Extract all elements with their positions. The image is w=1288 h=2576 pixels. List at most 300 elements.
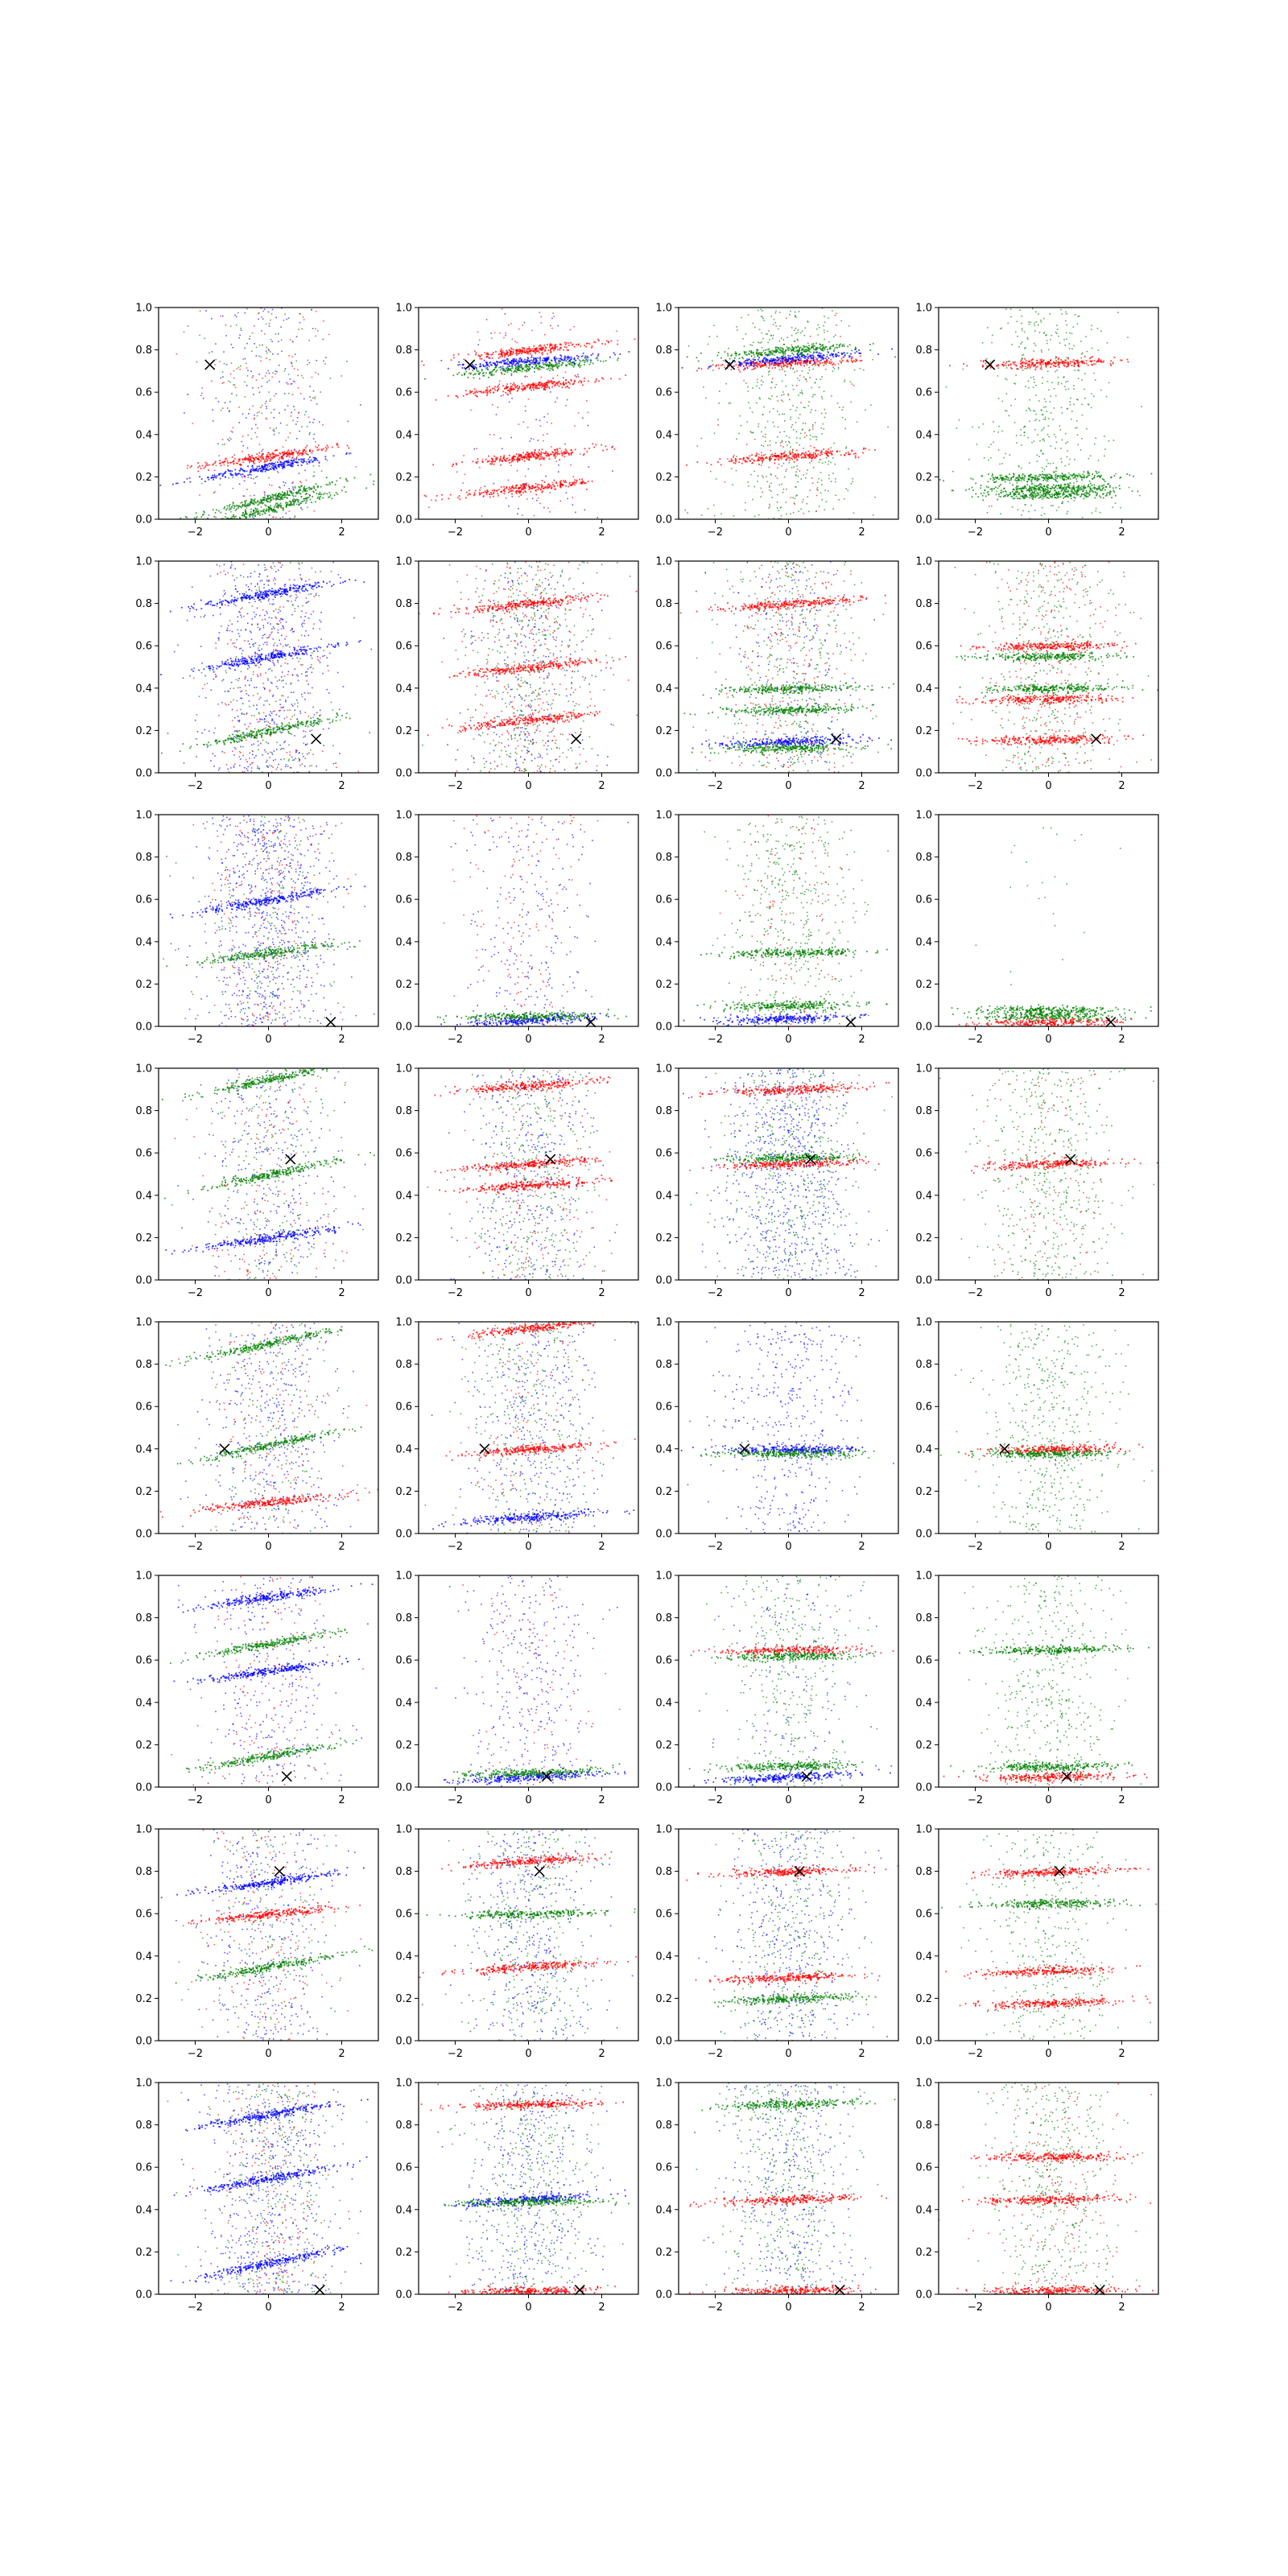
scatter-point <box>269 380 270 382</box>
scatter-point <box>309 386 311 387</box>
scatter-point <box>590 360 592 361</box>
scatter-point <box>748 402 749 403</box>
scatter-point <box>531 350 533 352</box>
scatter-point <box>544 481 546 483</box>
scatter-point <box>303 316 304 318</box>
scatter-point <box>842 417 844 419</box>
scatter-point <box>791 497 792 498</box>
y-tick-label: 0.0 <box>395 514 412 526</box>
scatter-point <box>494 332 496 333</box>
scatter-point <box>522 349 523 351</box>
scatter-point <box>554 385 555 386</box>
scatter-point <box>519 487 521 489</box>
scatter-point <box>299 473 300 474</box>
scatter-point <box>316 360 317 361</box>
scatter-point <box>500 464 502 466</box>
scatter-point <box>733 456 734 458</box>
scatter-point <box>277 497 279 499</box>
scatter-point <box>315 446 316 448</box>
scatter-point <box>468 494 469 496</box>
scatter-point <box>829 361 831 362</box>
scatter-point <box>250 456 251 458</box>
scatter-point <box>501 395 502 397</box>
scatter-point <box>231 470 233 472</box>
scatter-point <box>522 492 524 493</box>
scatter-point <box>185 516 187 518</box>
scatter-point <box>257 509 258 510</box>
scatter-point <box>250 498 252 500</box>
scatter-point <box>229 411 230 412</box>
scatter-point <box>526 454 528 456</box>
scatter-point <box>264 497 266 498</box>
scatter-point <box>551 488 552 489</box>
scatter-point <box>509 486 510 488</box>
scatter-point <box>768 372 770 374</box>
scatter-point <box>786 489 787 490</box>
scatter-point <box>188 394 189 395</box>
scatter-point <box>543 507 545 509</box>
scatter-point <box>215 517 217 518</box>
scatter-point <box>202 465 204 467</box>
scatter-point <box>239 473 241 474</box>
scatter-point <box>578 356 580 357</box>
scatter-point <box>240 328 242 329</box>
scatter-point <box>747 457 749 459</box>
scatter-point <box>574 363 576 365</box>
scatter-point <box>346 361 348 362</box>
scatter-point <box>473 374 474 376</box>
scatter-point <box>821 433 823 435</box>
scatter-point <box>819 361 820 362</box>
scatter-point <box>813 349 815 350</box>
scatter-point <box>564 453 565 455</box>
scatter-point <box>531 330 533 332</box>
scatter-point <box>287 497 288 499</box>
scatter-point <box>266 469 267 471</box>
scatter-point <box>319 421 320 423</box>
scatter-point <box>780 352 782 353</box>
scatter-point <box>790 514 791 515</box>
scatter-point <box>828 474 830 476</box>
scatter-point <box>242 414 244 415</box>
scatter-point <box>757 355 758 357</box>
scatter-point <box>812 426 814 427</box>
scatter-point <box>849 453 851 455</box>
scatter-point <box>785 357 786 359</box>
scatter-point <box>774 459 775 460</box>
scatter-point <box>769 504 770 506</box>
scatter-point <box>266 353 268 354</box>
scatter-point <box>526 376 528 378</box>
scatter-point <box>242 359 244 361</box>
scatter-point <box>269 373 270 374</box>
scatter-point <box>742 357 744 359</box>
scatter-point <box>570 329 572 331</box>
scatter-point <box>798 476 799 477</box>
scatter-point <box>304 415 306 416</box>
scatter-point <box>328 334 330 336</box>
scatter-point <box>566 451 568 452</box>
scatter-point <box>821 453 823 455</box>
scatter-point <box>573 383 575 385</box>
scatter-point <box>206 463 208 464</box>
scatter-point <box>795 453 796 455</box>
scatter-point <box>581 381 583 382</box>
scatter-point <box>588 357 589 359</box>
scatter-point <box>548 357 550 358</box>
scatter-point <box>528 398 530 400</box>
scatter-point <box>807 343 809 345</box>
scatter-point <box>532 348 534 349</box>
scatter-point <box>762 460 763 462</box>
scatter-point <box>804 328 806 329</box>
scatter-point <box>225 324 227 326</box>
scatter-point <box>474 448 476 450</box>
scatter-point <box>474 493 476 494</box>
scatter-point <box>827 331 828 332</box>
scatter-point <box>301 375 303 377</box>
scatter-point <box>770 358 772 360</box>
scatter-point <box>736 355 737 357</box>
scatter-point <box>305 502 307 504</box>
scatter-point <box>545 486 547 488</box>
scatter-point <box>717 419 719 421</box>
scatter-point <box>309 460 311 462</box>
scatter-point <box>250 509 252 510</box>
scatter-point <box>551 485 552 487</box>
scatter-point <box>270 454 271 456</box>
scatter-point <box>252 387 254 389</box>
scatter-point <box>569 357 571 358</box>
scatter-point <box>710 471 712 473</box>
scatter-point <box>580 365 582 366</box>
scatter-point <box>544 383 546 385</box>
scatter-point <box>830 451 832 452</box>
scatter-point <box>591 354 592 356</box>
scatter-point <box>800 365 802 366</box>
scatter-point <box>808 349 810 350</box>
scatter-point <box>715 365 716 367</box>
scatter-point <box>824 489 826 491</box>
scatter-point <box>282 498 283 500</box>
scatter-point <box>470 373 472 374</box>
scatter-point <box>586 357 588 359</box>
scatter-point <box>793 359 795 361</box>
scatter-point <box>520 456 522 458</box>
scatter-point <box>492 404 493 406</box>
scatter-point <box>765 434 766 436</box>
scatter-point <box>519 349 521 351</box>
scatter-point <box>262 502 264 504</box>
scatter-point <box>771 364 773 365</box>
scatter-point <box>277 506 279 508</box>
scatter-point <box>522 484 523 485</box>
scatter-point <box>545 451 547 452</box>
scatter-point <box>306 490 308 492</box>
scatter-point <box>253 457 254 459</box>
scatter-point <box>282 507 283 509</box>
scatter-point <box>506 352 508 353</box>
scatter-point <box>284 409 286 411</box>
scatter-point <box>761 341 762 343</box>
scatter-point <box>280 461 282 463</box>
scatter-point <box>505 371 506 373</box>
scatter-point <box>754 486 756 488</box>
scatter-point <box>300 503 302 505</box>
scatter-point <box>436 500 437 502</box>
scatter-point <box>800 362 802 364</box>
scatter-point <box>682 367 683 369</box>
scatter-point <box>503 337 505 339</box>
scatter-point <box>770 459 771 460</box>
scatter-point <box>326 484 328 485</box>
scatter-point <box>592 481 593 482</box>
scatter-point <box>585 482 587 484</box>
scatter-point <box>578 376 580 378</box>
scatter-point <box>759 361 761 362</box>
scatter-point <box>325 357 327 358</box>
scatter-point <box>456 395 457 397</box>
scatter-point <box>765 349 766 351</box>
scatter-point <box>303 378 304 379</box>
scatter-point <box>747 368 749 369</box>
scatter-point <box>295 451 297 452</box>
scatter-point <box>738 461 740 463</box>
scatter-point <box>831 361 832 363</box>
scatter-point <box>812 428 814 430</box>
scatter-point <box>280 423 282 424</box>
scatter-point <box>229 504 231 506</box>
scatter-point <box>287 494 288 496</box>
scatter-point <box>753 365 755 367</box>
scatter-point <box>325 447 327 448</box>
scatter-point <box>746 362 748 364</box>
scatter-point <box>727 353 729 354</box>
scatter-point <box>214 491 216 493</box>
scatter-point <box>315 459 316 460</box>
scatter-point <box>215 359 217 361</box>
scatter-point <box>515 368 517 369</box>
scatter-point <box>299 450 300 452</box>
scatter-point <box>828 460 830 462</box>
scatter-point <box>192 423 194 424</box>
scatter-point <box>838 355 840 357</box>
scatter-point <box>275 317 277 319</box>
scatter-point <box>461 461 463 463</box>
scatter-point <box>527 384 529 386</box>
scatter-point <box>803 513 805 514</box>
scatter-point <box>215 460 217 462</box>
scatter-point <box>541 458 543 460</box>
scatter-point <box>291 363 293 365</box>
scatter-point <box>547 380 549 382</box>
scatter-point <box>295 423 297 425</box>
scatter-point <box>319 497 320 499</box>
scatter-point <box>814 457 815 459</box>
scatter-point <box>524 359 526 361</box>
scatter-point <box>555 361 556 362</box>
scatter-point <box>557 485 559 486</box>
scatter-point <box>534 515 535 517</box>
scatter-point <box>514 386 516 388</box>
scatter-point <box>264 491 266 493</box>
scatter-point <box>539 449 540 451</box>
scatter-point <box>264 469 266 470</box>
y-tick-label: 1.0 <box>395 303 412 315</box>
scatter-point <box>724 481 726 483</box>
scatter-point <box>464 373 465 374</box>
scatter-point <box>798 346 799 348</box>
scatter-point <box>275 511 276 513</box>
scatter-point <box>518 423 520 425</box>
scatter-point <box>848 452 849 453</box>
scatter-point <box>719 390 720 392</box>
scatter-point <box>551 386 553 388</box>
scatter-point <box>556 366 558 368</box>
scatter-point <box>509 363 510 365</box>
scatter-point <box>833 349 835 351</box>
scatter-point <box>756 361 758 363</box>
scatter-point <box>832 355 833 357</box>
scatter-point <box>523 457 525 459</box>
scatter-point <box>242 505 244 506</box>
scatter-point <box>595 444 597 446</box>
scatter-point <box>189 481 191 483</box>
scatter-point <box>521 494 522 496</box>
scatter-point <box>226 364 228 365</box>
scatter-point <box>786 514 787 515</box>
scatter-point <box>544 350 546 352</box>
scatter-point <box>246 507 248 509</box>
scatter-point <box>786 502 787 503</box>
scatter-point <box>525 366 526 368</box>
scatter-point <box>539 349 541 351</box>
scatter-point <box>509 455 510 456</box>
scatter-point <box>605 344 606 345</box>
scatter-point <box>857 422 858 423</box>
scatter-point <box>543 416 545 418</box>
scatter-point <box>869 349 871 351</box>
scatter-point <box>856 351 857 353</box>
scatter-point <box>354 477 356 479</box>
scatter-point <box>774 367 776 369</box>
scatter-point <box>294 449 295 451</box>
scatter-point <box>751 432 753 434</box>
scatter-point <box>498 384 500 386</box>
scatter-point <box>360 404 361 406</box>
scatter-point <box>811 346 813 348</box>
scatter-point <box>797 469 799 470</box>
scatter-point <box>327 493 328 495</box>
scatter-point <box>329 484 331 485</box>
scatter-point <box>811 344 812 345</box>
scatter-point <box>753 354 755 356</box>
y-tick-label: 0.8 <box>135 345 152 357</box>
scatter-point <box>246 385 248 386</box>
scatter-point <box>756 352 758 353</box>
scatter-point <box>261 357 262 358</box>
scatter-point <box>802 356 803 357</box>
scatter-point <box>500 366 502 368</box>
scatter-point <box>551 365 552 367</box>
scatter-point <box>283 517 284 518</box>
scatter-point <box>768 330 770 332</box>
scatter-point <box>546 455 547 456</box>
scatter-point <box>782 381 783 382</box>
scatter-point <box>474 391 476 393</box>
scatter-point <box>799 349 800 350</box>
scatter-point <box>276 371 278 373</box>
scatter-point <box>821 480 823 481</box>
scatter-point <box>513 352 514 353</box>
scatter-point <box>552 381 554 382</box>
scatter-point <box>813 357 815 359</box>
scatter-point <box>617 360 618 361</box>
scatter-point <box>215 512 217 514</box>
scatter-point <box>254 482 256 484</box>
scatter-point <box>436 399 437 401</box>
scatter-point <box>767 349 769 350</box>
scatter-point <box>736 460 737 461</box>
scatter-point <box>810 352 811 353</box>
scatter-point <box>569 360 571 361</box>
scatter-point <box>579 364 580 365</box>
scatter-point <box>262 449 264 451</box>
scatter-point <box>256 436 258 438</box>
scatter-point <box>780 361 782 362</box>
scatter-point <box>257 427 258 429</box>
scatter-point <box>773 335 774 336</box>
scatter-point <box>778 427 779 428</box>
scatter-point <box>230 473 232 474</box>
scatter-point <box>552 378 554 379</box>
scatter-point <box>317 330 319 332</box>
scatter-point <box>511 486 513 488</box>
scatter-point <box>743 369 745 371</box>
scatter-point <box>501 486 502 488</box>
scatter-point <box>498 353 500 355</box>
scatter-point <box>507 366 509 368</box>
scatter-point <box>491 457 493 459</box>
scatter-point <box>289 456 291 458</box>
scatter-point <box>815 349 816 351</box>
scatter-point <box>513 460 514 461</box>
scatter-point <box>824 363 826 365</box>
y-tick-label: 0.2 <box>135 472 152 484</box>
scatter-point <box>768 367 770 369</box>
scatter-point <box>588 466 590 468</box>
scatter-point <box>512 363 514 365</box>
scatter-point <box>801 349 803 351</box>
scatter-point <box>514 341 516 342</box>
scatter-point <box>222 473 224 475</box>
scatter-point <box>789 399 791 401</box>
scatter-point <box>839 451 840 452</box>
scatter-point <box>580 453 581 455</box>
scatter-point <box>791 361 792 362</box>
scatter-point <box>601 378 603 379</box>
scatter-point <box>776 349 778 351</box>
scatter-point <box>327 460 328 461</box>
scatter-point <box>248 413 250 415</box>
scatter-point <box>743 458 745 460</box>
scatter-point <box>774 426 775 427</box>
scatter-point <box>788 456 790 457</box>
scatter-point <box>815 343 817 345</box>
scatter-point <box>763 350 765 352</box>
scatter-point <box>295 353 296 355</box>
scatter-point <box>252 465 254 467</box>
